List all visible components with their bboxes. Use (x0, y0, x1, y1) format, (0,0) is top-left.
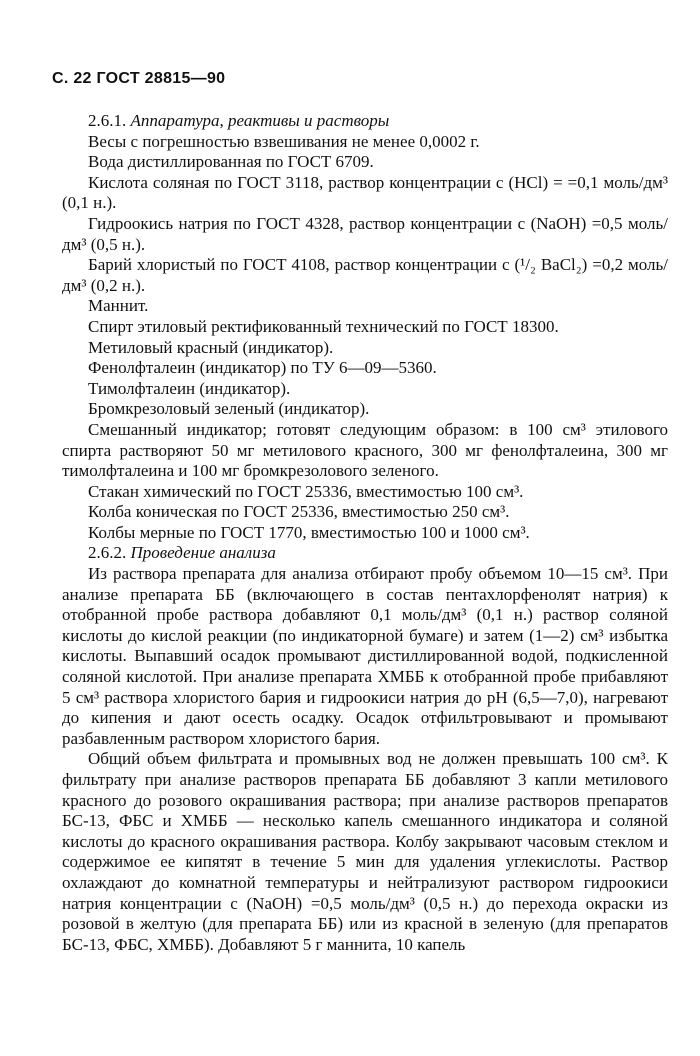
section-number: 2.6.1. (88, 111, 127, 130)
section-heading-2-6-1 (62, 111, 668, 132)
paragraph: Из раствора препарата для анализа отбирают пробу объемом 10—15 см³. При анализе препарата ББ (включающего в состав пентахлорфенолят натрия) к отобранной пробе раствора добавляют 0,1 моль/дм³ (0,1 н.) раствор соляной кислоты до кислой реакции (по индикаторной бумаге) и затем (1—2) см³ избытка кислоты. Выпавший осадок промывают дистиллированной водой, подкисленной соляной кислотой. При анализе препарата ХМББ к отобранной пробе прибавляют 5 см³ раствора хлористого бария и гидроокиси натрия до pH (6,5—7,0), нагревают до кипения и дают осесть осадку. Осадок отфильтровывают и промывают разбавленным раствором хлористого бария. (62, 564, 668, 748)
paragraph: Вода дистиллированная по ГОСТ 6709. (88, 152, 374, 172)
paragraph: Весы с погрешностью взвешивания не менее 0,0002 г. (88, 131, 480, 151)
paragraph: Стакан химический по ГОСТ 25336, вместимостью 100 см³. (88, 481, 524, 501)
paragraph: Колбы мерные по ГОСТ 1770, вместимостью 100 и 1000 см³. (88, 522, 530, 542)
paragraph: Колба коническая по ГОСТ 25336, вместимостью 250 см³. (88, 502, 510, 522)
paragraph: Спирт этиловый ректификованный технический по ГОСТ 18300. (88, 316, 559, 336)
paragraph: Бромкрезоловый зеленый (индикатор). (88, 399, 370, 419)
paragraph: Метиловый красный (индикатор). (88, 337, 334, 357)
paragraph: Гидроокись натрия по ГОСТ 4328, раствор концентрации с (NaOH) =0,5 моль/дм³ (0,5 н.). (62, 213, 668, 254)
section-title: Проведение анализа (130, 543, 276, 563)
paragraph: Общий объем фильтрата и промывных вод не должен превышать 100 см³. К фильтрату при анализе растворов препарата ББ добавляют 3 капли метилового красного до розового окрашивания раствора; при анализе растворов препаратов БС-13, ФБС и ХМББ — несколько капель смешанного индикатора и соляной кислоты до красного окрашивания раствора. Колбу закрывают часовым стеклом и содержимое ее кипятят в течение 5 мин для удаления углекислоты. Раствор охлаждают до комнатной температуры и нейтрализуют раствором гидроокиси натрия концентрации с (NaOH) =0,5 моль/дм³ (0,5 н.) до перехода окраски из розовой в желтую (для препарата ББ) или из красной в зеленую (для препаратов БС-13, ФБС, ХМББ). Добавляют 5 г маннита, 10 капель (62, 749, 668, 954)
page-header: С. 22 ГОСТ 28815—90 (52, 70, 226, 87)
paragraph: Смешанный индикатор; готовят следующим образом: в 100 см³ этилового спирта растворяют 50 мг метилового красного, 300 мг фенолфталеина, 300 мг тимолфталеина и 100 мг бромкрезолового зеленого. (62, 419, 668, 481)
paragraph: Маннит. (88, 296, 149, 316)
section-title: Аппаратура, реактивы и растворы (130, 111, 390, 130)
document-body (62, 111, 668, 955)
section-heading-2-6-2 (62, 543, 668, 564)
section-number: 2.6.2. (88, 543, 127, 563)
paragraph: Барий хлористый по ГОСТ 4108, раствор концентрации с (¹/₂ BaCl₂) =0,2 моль/дм³ (0,2 н.). (62, 255, 668, 295)
paragraph: Кислота соляная по ГОСТ 3118, раствор концентрации с (HCl) = =0,1 моль/дм³ (0,1 н.). (62, 172, 668, 213)
paragraph: Тимолфталеин (индикатор). (88, 378, 291, 398)
paragraph: Фенолфталеин (индикатор) по ТУ 6—09—5360. (88, 358, 437, 378)
